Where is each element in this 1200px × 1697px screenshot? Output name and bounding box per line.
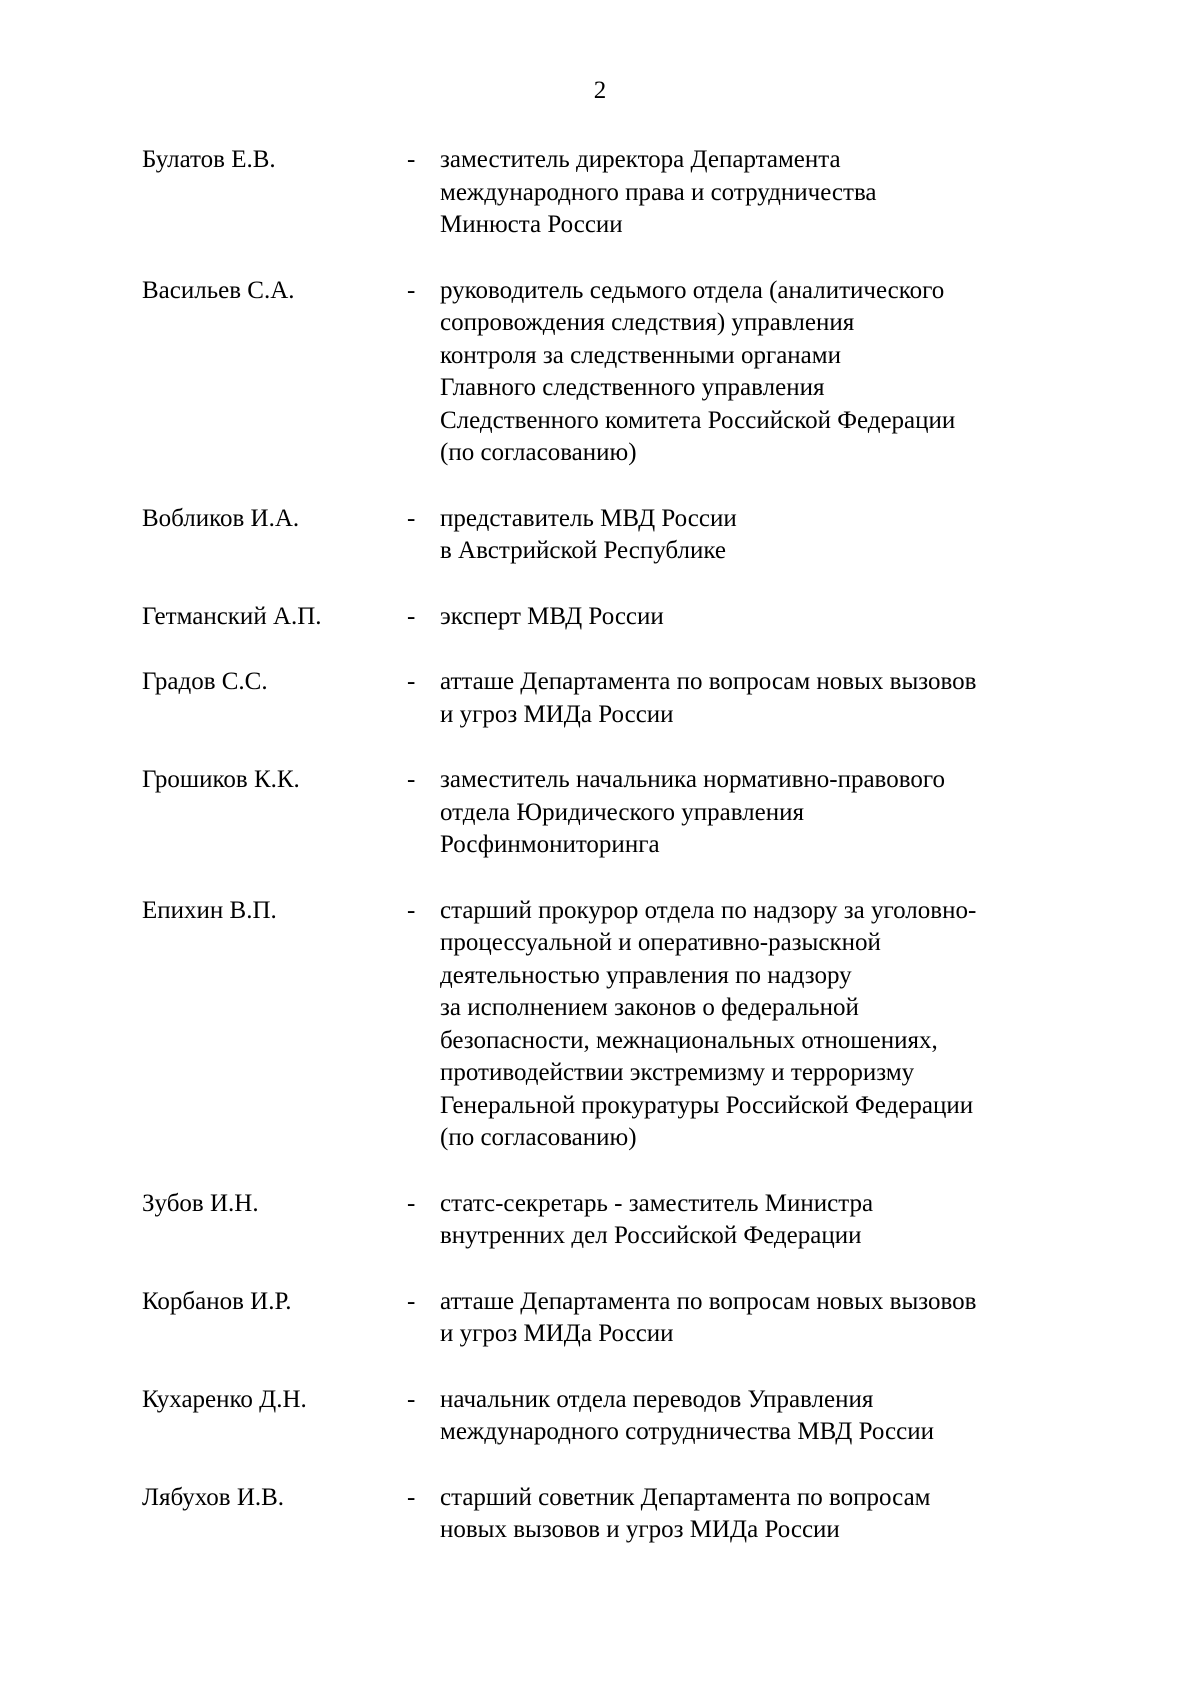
member-entry bbox=[142, 275, 1102, 470]
position-line: отдела Юридического управления bbox=[440, 798, 805, 826]
position-line: Минюста России bbox=[440, 211, 623, 238]
position-line: старший прокурор отдела по надзору за уголовно- bbox=[440, 896, 977, 924]
position-line: в Австрийской Республике bbox=[440, 537, 726, 564]
separator-dash: - bbox=[407, 1385, 416, 1413]
position-line: статс-секретарь - заместитель Министра bbox=[440, 1189, 874, 1217]
member-name: Васильев С.А. bbox=[142, 276, 295, 304]
member-entry bbox=[142, 1188, 1102, 1253]
member-name: Гетманский А.П. bbox=[142, 602, 322, 630]
separator-dash: - bbox=[407, 602, 416, 630]
member-position bbox=[440, 895, 1102, 1155]
separator-dash: - bbox=[407, 1287, 416, 1315]
position-line: сопровождения следствия) управления bbox=[440, 309, 855, 336]
position-line: Росфинмониторинга bbox=[440, 831, 660, 858]
position-line: новых вызовов и угроз МИДа России bbox=[440, 1516, 840, 1543]
member-position bbox=[440, 1384, 1102, 1449]
position-line: (по согласованию) bbox=[440, 1124, 637, 1151]
position-line: атташе Департамента по вопросам новых вызовов bbox=[440, 1287, 977, 1315]
position-line: заместитель начальника нормативно-правового bbox=[440, 766, 945, 793]
member-entry bbox=[142, 1482, 1102, 1547]
position-line: процессуальной и оперативно-разыскной bbox=[440, 929, 881, 956]
member-entry bbox=[142, 1286, 1102, 1351]
position-line: безопасности, межнациональных отношениях, bbox=[440, 1026, 938, 1054]
position-line: руководитель седьмого отдела (аналитического bbox=[440, 276, 945, 304]
separator-dash: - bbox=[407, 1189, 416, 1217]
position-line: Генеральной прокуратуры Российской Федерации bbox=[440, 1091, 974, 1119]
position-line: заместитель директора Департамента bbox=[440, 146, 841, 173]
separator-dash: - bbox=[407, 276, 416, 304]
position-line: Главного следственного управления bbox=[440, 374, 825, 401]
member-position bbox=[440, 1188, 1102, 1253]
member-entry bbox=[142, 1384, 1102, 1449]
member-position bbox=[440, 601, 1102, 634]
member-name: Корбанов И.Р. bbox=[142, 1287, 292, 1315]
position-line: старший советник Департамента по вопросам bbox=[440, 1483, 931, 1511]
position-line: внутренних дел Российской Федерации bbox=[440, 1222, 862, 1249]
member-position bbox=[440, 503, 1102, 568]
member-name: Градов С.С. bbox=[142, 668, 268, 695]
member-entry bbox=[142, 144, 1102, 242]
separator-dash: - bbox=[407, 1483, 416, 1511]
position-line: Следственного комитета Российской Федерации bbox=[440, 406, 956, 434]
position-line: контроля за следственными органами bbox=[440, 341, 841, 369]
position-line: международного сотрудничества МВД России bbox=[440, 1418, 934, 1445]
position-line: за исполнением законов о федеральной bbox=[440, 994, 859, 1021]
member-entry bbox=[142, 503, 1102, 568]
member-name: Кухаренко Д.Н. bbox=[142, 1385, 307, 1413]
member-position bbox=[440, 1482, 1102, 1547]
position-line: атташе Департамента по вопросам новых вызовов bbox=[440, 668, 977, 695]
member-name: Булатов Е.В. bbox=[142, 146, 276, 173]
position-line: (по согласованию) bbox=[440, 439, 637, 466]
member-position bbox=[440, 1286, 1102, 1351]
separator-dash: - bbox=[407, 668, 416, 695]
member-entry bbox=[142, 601, 1102, 634]
member-entry bbox=[142, 895, 1102, 1155]
member-name: Лябухов И.В. bbox=[142, 1483, 285, 1511]
member-entry bbox=[142, 764, 1102, 862]
position-line: деятельностью управления по надзору bbox=[440, 961, 852, 989]
position-line: представитель МВД России bbox=[440, 504, 737, 532]
member-name: Епихин В.П. bbox=[142, 896, 277, 924]
member-position bbox=[440, 764, 1102, 862]
page-number: 2 bbox=[593, 77, 607, 104]
separator-dash: - bbox=[407, 766, 416, 793]
position-line: и угроз МИДа России bbox=[440, 1320, 674, 1347]
position-line: начальник отдела переводов Управления bbox=[440, 1385, 874, 1413]
position-line: международного права и сотрудничества bbox=[440, 178, 877, 206]
member-entry bbox=[142, 666, 1102, 731]
member-name: Грошиков К.К. bbox=[142, 766, 300, 793]
member-position bbox=[440, 144, 1102, 242]
member-name: Зубов И.Н. bbox=[142, 1189, 259, 1217]
separator-dash: - bbox=[407, 896, 416, 924]
members-list bbox=[142, 144, 1102, 1580]
member-name: Вобликов И.А. bbox=[142, 504, 300, 532]
separator-dash: - bbox=[407, 504, 416, 532]
position-line: противодействии экстремизму и терроризму bbox=[440, 1059, 915, 1086]
separator-dash: - bbox=[407, 146, 416, 173]
member-position bbox=[440, 666, 1102, 731]
member-position bbox=[440, 275, 1102, 470]
position-line: и угроз МИДа России bbox=[440, 700, 674, 728]
position-line: эксперт МВД России bbox=[440, 602, 664, 630]
